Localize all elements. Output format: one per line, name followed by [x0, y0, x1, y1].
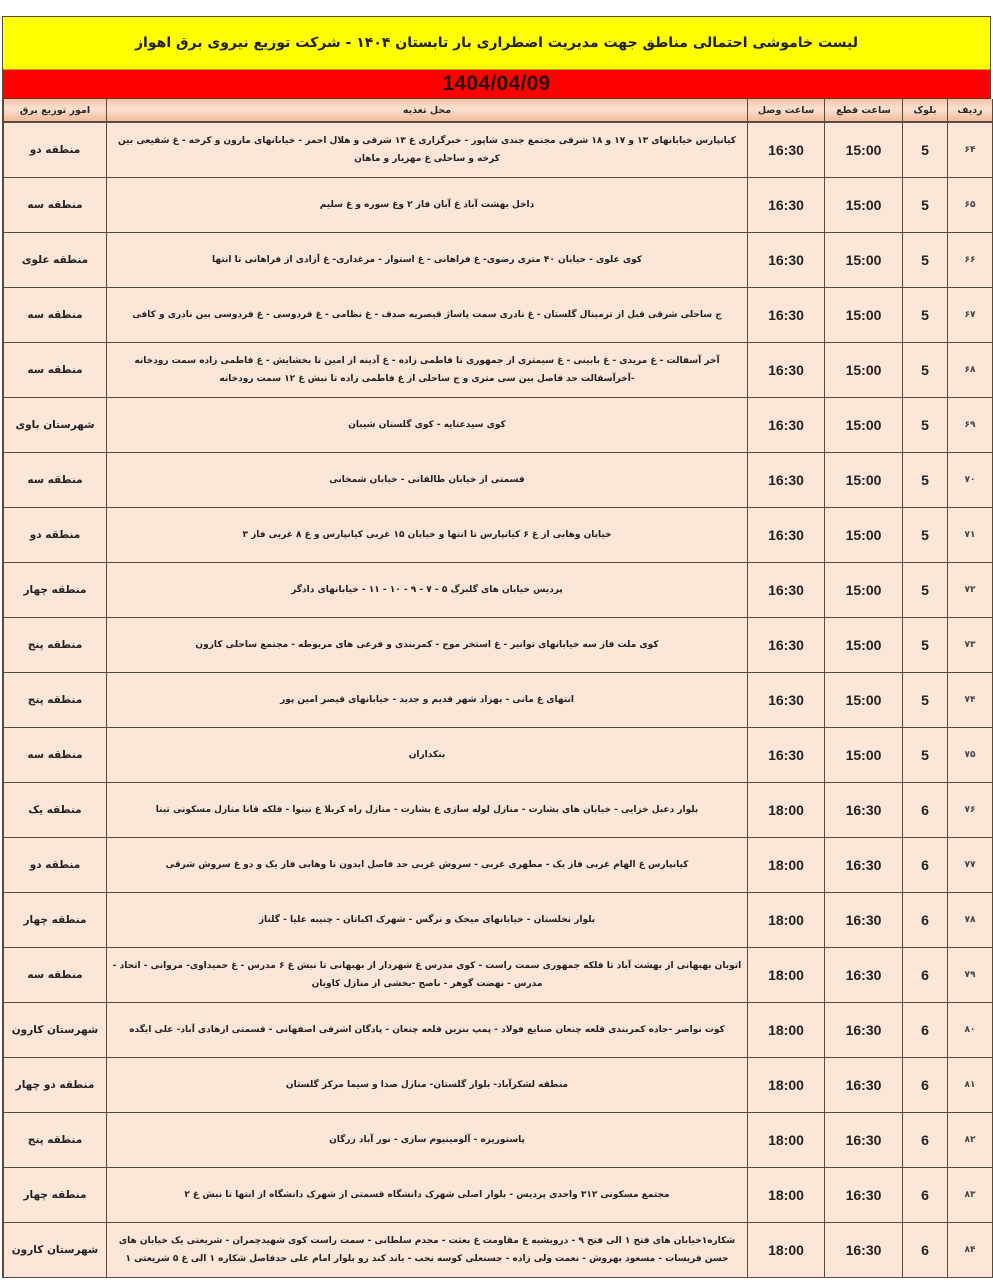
location-cell: خیابان وهابی از غ ۶ کیانپارس تا انتها و خیابان ۱۵ غربی کیانپارس و غ ۸ غربی فاز ۳: [107, 507, 748, 562]
table-row: [4, 947, 993, 1002]
location-cell: آخر آسفالت - غ مریدی - غ بابینی - غ سیمتری از جمهوری تا فاطمی زاده - غ آدینه از امین تا بخشایش - غ فاطمی زاده سمت رودخانه -آخرآسفالت حد فاصل بین سی متری و ج ساحلی از غ فاطمی زاده تا نبش غ ۱۲ سمت رودخانه: [107, 342, 748, 397]
location-cell: مجتمع مسکونی ۳۱۲ واحدی پردیس - بلوار اصلی شهرک دانشگاه قسمتی از شهرک دانشگاه از انتها تا نبش غ ۲: [107, 1167, 748, 1222]
district-cell: شهرستان باوی: [4, 397, 107, 452]
table-row: [4, 672, 993, 727]
reconnect-time-cell: 16:30: [748, 232, 825, 287]
block-cell: 5: [903, 617, 948, 672]
location-cell: ج ساحلی شرقی قبل از ترمینال گلستان - غ نادری سمت پاساژ قیصریه صدف - غ نظامی - غ فردوسی - غ فردوسی بین نادری و کافی: [107, 287, 748, 342]
cut-time-cell: 15:00: [825, 287, 903, 342]
schedule-date: 1404/04/09: [442, 72, 551, 95]
block-cell: 6: [903, 1112, 948, 1167]
row-number-cell: ۷۰: [948, 452, 993, 507]
block-cell: 6: [903, 1222, 948, 1277]
table-header-row: [4, 99, 993, 122]
block-cell: 5: [903, 342, 948, 397]
table-row: [4, 232, 993, 287]
reconnect-time-cell: 18:00: [748, 947, 825, 1002]
reconnect-time-cell: 18:00: [748, 1222, 825, 1277]
block-cell: 5: [903, 727, 948, 782]
cut-time-cell: 16:30: [825, 837, 903, 892]
block-cell: 6: [903, 782, 948, 837]
cut-time-cell: 15:00: [825, 232, 903, 287]
location-cell: قسمتی از خیابان طالقانی - خیابان شمخانی: [107, 452, 748, 507]
location-cell: بنکداران: [107, 727, 748, 782]
district-cell: منطقه سه: [4, 287, 107, 342]
district-cell: منطقه پنج: [4, 617, 107, 672]
location-cell: کوت نواصر -جاده کمربندی قلعه چنعان صنایع فولاد - پمپ بنزین قلعه چنعان - پادگان اشرفی اصفهانی - قسمتی ازهادی آباد- علی ایگده: [107, 1002, 748, 1057]
cut-time-cell: 15:00: [825, 672, 903, 727]
table-row: [4, 837, 993, 892]
reconnect-time-cell: 16:30: [748, 122, 825, 177]
district-cell: منطقه چهار: [4, 892, 107, 947]
row-number-cell: ۷۳: [948, 617, 993, 672]
block-cell: 5: [903, 177, 948, 232]
district-cell: منطقه سه: [4, 947, 107, 1002]
district-cell: منطقه سه: [4, 177, 107, 232]
cut-time-cell: 16:30: [825, 892, 903, 947]
cut-time-cell: 15:00: [825, 397, 903, 452]
cut-time-cell: 15:00: [825, 342, 903, 397]
col-header-cut-time: ساعت قطع: [825, 99, 903, 122]
table-row: [4, 177, 993, 232]
table-row: [4, 727, 993, 782]
row-number-cell: ۷۸: [948, 892, 993, 947]
block-cell: 5: [903, 397, 948, 452]
reconnect-time-cell: 18:00: [748, 892, 825, 947]
block-cell: 5: [903, 672, 948, 727]
table-row: [4, 562, 993, 617]
row-number-cell: ۶۸: [948, 342, 993, 397]
cut-time-cell: 15:00: [825, 177, 903, 232]
col-header-district: امور توزیع برق: [4, 99, 107, 122]
reconnect-time-cell: 16:30: [748, 287, 825, 342]
location-cell: پردیس خیابان های گلبرگ ۵ - ۷ - ۹ - ۱۰ - ۱۱ - خیابانهای دادگر: [107, 562, 748, 617]
district-cell: شهرستان کارون: [4, 1222, 107, 1277]
col-header-row-number: ردیف: [948, 99, 993, 122]
table-row: [4, 1112, 993, 1167]
block-cell: 6: [903, 1057, 948, 1112]
block-cell: 6: [903, 947, 948, 1002]
block-cell: 5: [903, 452, 948, 507]
outage-table: [3, 99, 993, 1278]
table-row: [4, 1222, 993, 1277]
location-cell: شکاره۱خیابان های فتح ۱ الی فتح ۹ - درویشیه غ مقاومت غ بعثت - مجدم سلطانی - سمت راست کوی شهیدچمران - شریعتی یک خیابان های حسن فریسات - مسعود بهروش - نعمت ولی زاده - حسنعلی کوسه نحب - باند کند رو بلوار امام علی حدفاصل شکاره ۱ الی غ ۵ شریعتی ۱: [107, 1222, 748, 1277]
col-header-location: محل تغذیه: [107, 99, 748, 122]
date-banner: [3, 70, 990, 99]
row-number-cell: ۶۶: [948, 232, 993, 287]
cut-time-cell: 16:30: [825, 1057, 903, 1112]
district-cell: منطقه یک: [4, 782, 107, 837]
cut-time-cell: 16:30: [825, 1112, 903, 1167]
cut-time-cell: 16:30: [825, 947, 903, 1002]
cut-time-cell: 16:30: [825, 782, 903, 837]
table-row: [4, 507, 993, 562]
page-title: لیست خاموشی احتمالی مناطق جهت مدیریت اضطراری بار تابستان ۱۴۰۴ - شرکت توزیع نیروی برق اهواز: [135, 35, 859, 51]
cut-time-cell: 15:00: [825, 562, 903, 617]
table-row: [4, 342, 993, 397]
cut-time-cell: 15:00: [825, 617, 903, 672]
district-cell: منطقه سه: [4, 342, 107, 397]
location-cell: اتوبان بهبهانی از بهشت آباد تا فلکه جمهوری سمت راست - کوی مدرس غ شهردار از بهبهانی تا نبش غ ۶ مدرس - غ حمیداوی- مروانی - اتحاد - مدرس - نهضت گوهر - ناصح -بخشی از منازل کاویان: [107, 947, 748, 1002]
outage-schedule-sheet: [2, 16, 991, 1278]
block-cell: 6: [903, 1002, 948, 1057]
location-cell: کوی علوی - خیابان ۴۰ متری رضوی- غ فراهانی - غ استوار - مرغداری- غ آزادی از فراهانی تا انتها: [107, 232, 748, 287]
col-header-block: بلوک: [903, 99, 948, 122]
block-cell: 5: [903, 562, 948, 617]
table-row: [4, 452, 993, 507]
reconnect-time-cell: 16:30: [748, 177, 825, 232]
district-cell: منطقه پنج: [4, 1112, 107, 1167]
col-header-reconnect-time: ساعت وصل: [748, 99, 825, 122]
block-cell: 6: [903, 837, 948, 892]
table-row: [4, 1002, 993, 1057]
district-cell: منطقه چهار: [4, 562, 107, 617]
table-row: [4, 1167, 993, 1222]
reconnect-time-cell: 16:30: [748, 397, 825, 452]
location-cell: منطقه لشکرآباد- بلوار گلستان- منازل صدا و سیما مرکز گلستان: [107, 1057, 748, 1112]
reconnect-time-cell: 18:00: [748, 1167, 825, 1222]
row-number-cell: ۸۳: [948, 1167, 993, 1222]
table-row: [4, 122, 993, 177]
table-body: [4, 122, 993, 1277]
row-number-cell: ۸۱: [948, 1057, 993, 1112]
block-cell: 5: [903, 287, 948, 342]
district-cell: شهرستان کارون: [4, 1002, 107, 1057]
reconnect-time-cell: 18:00: [748, 837, 825, 892]
cut-time-cell: 15:00: [825, 727, 903, 782]
location-cell: داخل بهشت آباد غ آبان فاز ۲ وغ سوره و غ سلیم: [107, 177, 748, 232]
block-cell: 6: [903, 1167, 948, 1222]
district-cell: منطقه دو: [4, 837, 107, 892]
cut-time-cell: 16:30: [825, 1167, 903, 1222]
block-cell: 6: [903, 892, 948, 947]
reconnect-time-cell: 18:00: [748, 1112, 825, 1167]
row-number-cell: ۸۴: [948, 1222, 993, 1277]
reconnect-time-cell: 18:00: [748, 782, 825, 837]
reconnect-time-cell: 16:30: [748, 617, 825, 672]
row-number-cell: ۷۲: [948, 562, 993, 617]
row-number-cell: ۶۴: [948, 122, 993, 177]
table-row: [4, 617, 993, 672]
row-number-cell: ۸۰: [948, 1002, 993, 1057]
location-cell: پاستوریزه - آلومینیوم سازی - نور آباد زرگان: [107, 1112, 748, 1167]
table-row: [4, 1057, 993, 1112]
reconnect-time-cell: 16:30: [748, 672, 825, 727]
reconnect-time-cell: 16:30: [748, 727, 825, 782]
row-number-cell: ۷۶: [948, 782, 993, 837]
row-number-cell: ۸۲: [948, 1112, 993, 1167]
row-number-cell: ۷۱: [948, 507, 993, 562]
district-cell: منطقه علوی: [4, 232, 107, 287]
row-number-cell: ۷۹: [948, 947, 993, 1002]
reconnect-time-cell: 18:00: [748, 1057, 825, 1112]
row-number-cell: ۶۹: [948, 397, 993, 452]
location-cell: بلوار دعبل خزایی - خیابان های بشارت - منازل لوله سازی غ بشارت - منازل راه کربلا غ نینوا - فلکه قانا منازل مسکونی تینا: [107, 782, 748, 837]
reconnect-time-cell: 16:30: [748, 342, 825, 397]
district-cell: منطقه دو: [4, 507, 107, 562]
row-number-cell: ۷۵: [948, 727, 993, 782]
reconnect-time-cell: 16:30: [748, 507, 825, 562]
reconnect-time-cell: 18:00: [748, 1002, 825, 1057]
row-number-cell: ۶۵: [948, 177, 993, 232]
location-cell: انتهای غ مانی - بهزاد شهر قدیم و جدید - خیابانهای قیصر امین پور: [107, 672, 748, 727]
block-cell: 5: [903, 232, 948, 287]
cut-time-cell: 15:00: [825, 507, 903, 562]
row-number-cell: ۶۷: [948, 287, 993, 342]
cut-time-cell: 15:00: [825, 452, 903, 507]
district-cell: منطقه سه: [4, 452, 107, 507]
location-cell: بلوار نخلستان - خیابانهای میخک و نرگس - شهرک اکباتان - چنیبه علیا - گلناز: [107, 892, 748, 947]
reconnect-time-cell: 16:30: [748, 452, 825, 507]
location-cell: کیانپارس غ الهام غربی فاز یک - مطهری غربی - سروش غربی حد فاصل ایدون تا وهابی فاز یک و دو غ سروش شرقی: [107, 837, 748, 892]
table-row: [4, 397, 993, 452]
district-cell: منطقه سه: [4, 727, 107, 782]
row-number-cell: ۷۷: [948, 837, 993, 892]
table-row: [4, 782, 993, 837]
district-cell: منطقه دو چهار: [4, 1057, 107, 1112]
reconnect-time-cell: 16:30: [748, 562, 825, 617]
cut-time-cell: 16:30: [825, 1222, 903, 1277]
table-row: [4, 892, 993, 947]
row-number-cell: ۷۴: [948, 672, 993, 727]
location-cell: کوی ملت فاز سه خیابانهای توانیر - غ استخر موج - کمربندی و فرعی های مربوطه - مجتمع ساحلی کارون: [107, 617, 748, 672]
district-cell: منطقه پنج: [4, 672, 107, 727]
district-cell: منطقه چهار: [4, 1167, 107, 1222]
block-cell: 5: [903, 507, 948, 562]
cut-time-cell: 15:00: [825, 122, 903, 177]
location-cell: کوی سیدعتایه - کوی گلستان شیبان: [107, 397, 748, 452]
title-banner: [3, 17, 990, 70]
location-cell: کیانپارس خیابانهای ۱۳ و ۱۷ و ۱۸ شرقی مجتمع جندی شاپور - خبرگزاری غ ۱۳ شرقی و هلال احمر - خیابانهای مارون و کرخه - غ شفیعی بین کرخه و ساحلی غ مهزیار و ماهان: [107, 122, 748, 177]
district-cell: منطقه دو: [4, 122, 107, 177]
table-row: [4, 287, 993, 342]
block-cell: 5: [903, 122, 948, 177]
cut-time-cell: 16:30: [825, 1002, 903, 1057]
